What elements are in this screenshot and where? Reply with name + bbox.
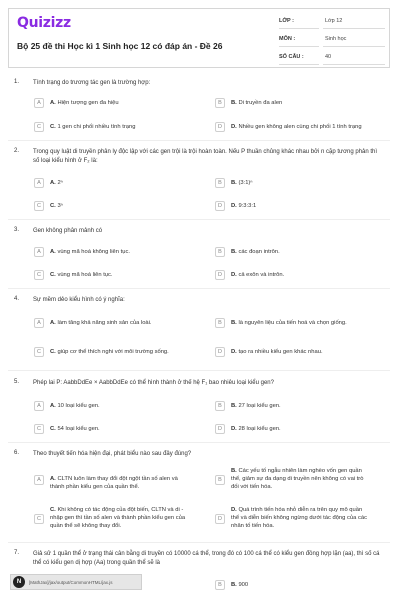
question-text: Theo thuyết tiến hóa hiện đại, phát biểu nào sau đây đúng? [33, 451, 192, 457]
option-text: 54 loại kiểu gen. [57, 426, 100, 432]
page-title: Bộ 25 đề thi Học kì 1 Sinh học 12 có đáp án - Đề 26 [17, 41, 223, 51]
question-number: 7. [14, 550, 20, 556]
option-letter-box: A [34, 247, 44, 257]
option-text: 3ⁿ [57, 203, 63, 209]
option-letter-box: D [215, 122, 225, 132]
option-text: Di truyền đa alen [238, 100, 283, 106]
header-panel [8, 8, 390, 68]
meta-info [279, 9, 391, 69]
option-text: CLTN luôn làm thay đổi đột ngột tần số alen và thành phần kiểu gen của quần thể. [50, 476, 178, 490]
question-text: Gen không phân mảnh có [33, 228, 103, 234]
option-text: 1 gen chi phối nhiều tính trạng [57, 124, 136, 130]
option-text: 28 loại kiểu gen. [238, 426, 281, 432]
option-text: giúp cơ thể thích nghi với môi trường sống. [57, 349, 169, 355]
quizizz-logo: Quizizz [17, 15, 71, 31]
class-label: LỚP : [279, 18, 294, 24]
option-text: Hiện tượng gen đa hiệu [57, 100, 119, 106]
option-letter-box: B [215, 178, 225, 188]
option-letter-box: A [34, 475, 44, 485]
option-text: cả exôn và intrôn. [238, 272, 285, 278]
option-letter-box: D [215, 270, 225, 280]
option-letter-box: D [215, 514, 225, 524]
option-letter-box: C [34, 347, 44, 357]
option-letter-box: A [34, 318, 44, 328]
option-text: 10 loại kiểu gen. [57, 403, 100, 409]
question-number: 6. [14, 450, 20, 456]
option-text: Quá trình tiến hóa nhỏ diễn ra trên quy mô quần thể và diễn biến không ngừng dưới tác động của các nhân tố tiến hóa. [231, 507, 367, 529]
class-row [279, 11, 391, 29]
option-letter-box: D [215, 201, 225, 211]
option-letter-box: C [34, 424, 44, 434]
option-text: 2ⁿ [57, 180, 63, 186]
question-text: Trong quy luật di truyền phân ly độc lập với các gen trội là trội hoàn toàn. Nếu P thuần chủng khác nhau bởi n cặp tương phản thì số loại kiểu hình ở F₂ là: [33, 149, 378, 164]
option-letter-box: C [34, 514, 44, 524]
option-letter-box: D [215, 424, 225, 434]
option-letter-box: C [34, 270, 44, 280]
option-letter-box: B [215, 247, 225, 257]
question-text: Phép lai P: AabbDdEe × AabbDdEe có thể hình thành ở thế hệ F₁ bao nhiêu loại kiểu gen? [33, 380, 274, 386]
count-value: 40 [325, 54, 332, 60]
class-value: Lớp 12 [325, 18, 343, 24]
option-text: 9:3:3:1 [238, 203, 257, 209]
option-letter-box: B [215, 98, 225, 108]
option-text: tạo ra nhiều kiểu gen khác nhau. [238, 349, 323, 355]
question-text: Sự mềm dẻo kiểu hình có ý nghĩa: [33, 297, 125, 303]
mathjax-loading-bar [10, 574, 142, 590]
question-text: Tính trạng do trương tác gen là trường hợp: [33, 80, 151, 86]
loading-icon: N [13, 576, 25, 588]
count-label: SỐ CÂU : [279, 54, 304, 60]
subject-value: Sinh học [325, 36, 347, 42]
question-number: 3. [14, 227, 20, 233]
count-row [279, 47, 391, 65]
subject-label: MÔN : [279, 36, 296, 42]
option-text: 27 loại kiểu gen. [238, 403, 281, 409]
option-text: làm tăng khả năng sinh sản của loài. [57, 320, 152, 326]
option-text: vùng mã hoá liên tục. [57, 272, 113, 278]
question-number: 1. [14, 79, 20, 85]
option-text: là nguyên liệu của tiến hoá và chọn giống. [238, 320, 347, 326]
option-text: 900 [238, 582, 249, 588]
option-text: vùng mã hoá không liên tục. [57, 249, 130, 255]
question-number: 4. [14, 296, 20, 302]
question-text: Giả sử 1 quần thể ở trạng thái cân bằng di truyền có 10000 cá thể, trong đó có 100 cá thể có kiểu gen đồng hợp lặn (aa), thì số cá thể có kiểu gen dị hợp (Aa) trong quần thể sẽ là [33, 551, 380, 566]
option-letter-box: A [34, 401, 44, 411]
option-letter-box: B [215, 318, 225, 328]
option-letter-box: A [34, 178, 44, 188]
option-letter-box: C [34, 122, 44, 132]
option-letter-box: C [34, 201, 44, 211]
option-letter-box: B [215, 475, 225, 485]
option-letter-box: B [215, 401, 225, 411]
question-number: 5. [14, 379, 20, 385]
subject-row [279, 29, 391, 47]
option-letter-box: A [34, 98, 44, 108]
option-letter-box: B [215, 580, 225, 590]
option-text: các đoạn intrôn. [238, 249, 280, 255]
loading-text: [MathJax]/jax/output/CommonHTML/jax.js [29, 580, 113, 585]
option-text: Khi không có tác động của đột biến, CLTN và di - nhập gen thì tần số alen và thành phần kiểu gen của quần thể sẽ không thay đổi. [50, 507, 186, 529]
question-number: 2. [14, 148, 20, 154]
option-text: (3:1)ⁿ [238, 180, 253, 186]
option-text: Các yếu tố ngẫu nhiên làm nghèo vốn gen quần thể, giảm sự đa dạng di truyền nên không có vai trò đối với tiến hóa. [231, 468, 364, 490]
option-text: Nhiều gen không alen cùng chi phối 1 tính trạng [238, 124, 362, 130]
option-letter-box: D [215, 347, 225, 357]
